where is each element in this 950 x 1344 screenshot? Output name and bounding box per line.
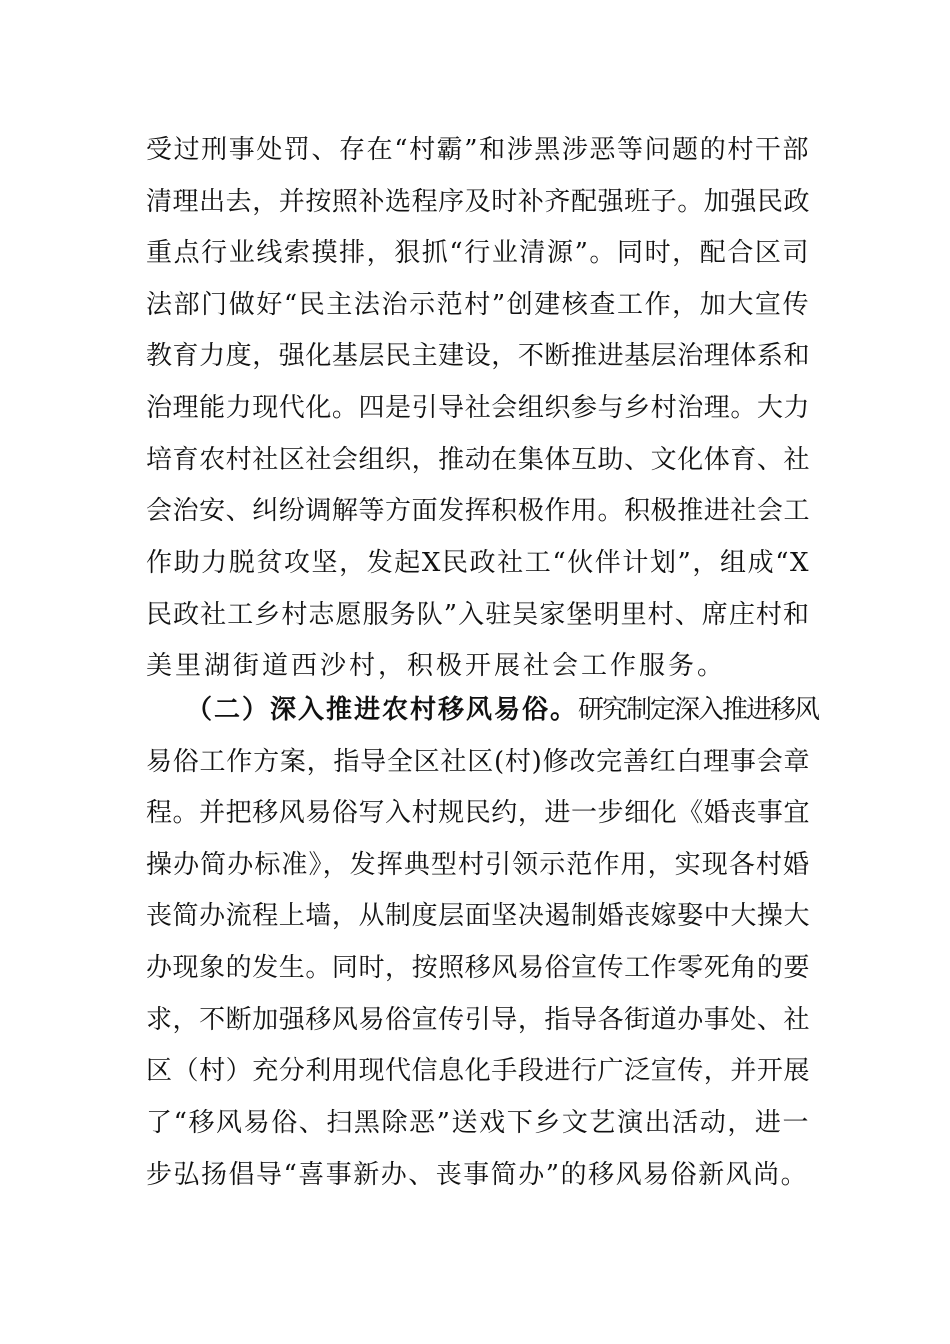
paragraph-line: 易俗工作方案，指导全区社区(村)修改完善红白理事会章	[146, 747, 810, 777]
paragraph-line: 美里湖街道西沙村，积极开展社会工作服务。	[146, 651, 727, 681]
paragraph-line: 会治安、纠纷调解等方面发挥积极作用。积极推进社会工	[146, 496, 810, 526]
paragraph-first-line	[186, 690, 819, 730]
paragraph-line: 了“移风易俗、扫黑除恶”送戏下乡文艺演出活动，进一	[146, 1108, 810, 1138]
paragraph-line: 受过刑事处罚、存在“村霸”和涉黑涉恶等问题的村干部	[146, 135, 810, 165]
paragraph-line: 重点行业线索摸排，狠抓“行业清源”。同时，配合区司	[146, 238, 810, 268]
paragraph-line: 治理能力现代化。四是引导社会组织参与乡村治理。大力	[146, 393, 810, 423]
paragraph-line: 培育农村社区社会组织，推动在集体互助、文化体育、社	[146, 445, 810, 475]
paragraph-line: 民政社工乡村志愿服务队”入驻吴家堡明里村、席庄村和	[146, 600, 810, 630]
paragraph-line: 步弘扬倡导“喜事新办、丧事简办”的移风易俗新风尚。	[146, 1160, 809, 1190]
paragraph-line: 清理出去，并按照补选程序及时补齐配强班子。加强民政	[146, 187, 810, 217]
paragraph-line: 教育力度，强化基层民主建设，不断推进基层治理体系和	[146, 341, 810, 371]
paragraph-line-rest: 研究制定深入推进移风	[578, 695, 819, 725]
section-heading: （二）深入推进农村移风易俗。	[186, 695, 579, 725]
paragraph-line: 办现象的发生。同时，按照移风易俗宣传工作零死角的要	[146, 953, 810, 983]
paragraph-line: 区（村）充分利用现代信息化手段进行广泛宣传，并开展	[146, 1056, 810, 1086]
paragraph-line: 丧简办流程上墙，从制度层面坚决遏制婚丧嫁娶中大操大	[146, 901, 810, 931]
paragraph-line: 操办简办标准》，发挥典型村引领示范作用，实现各村婚	[146, 850, 810, 880]
paragraph-line: 作助力脱贫攻坚，发起X民政社工“伙伴计划”，组成“X	[146, 548, 810, 578]
paragraph-line: 求，不断加强移风易俗宣传引导，指导各街道办事处、社	[146, 1005, 810, 1035]
paragraph-line: 程。并把移风易俗写入村规民约，进一步细化《婚丧事宜	[146, 798, 810, 828]
paragraph-line: 法部门做好“民主法治示范村”创建核查工作，加大宣传	[146, 290, 810, 320]
